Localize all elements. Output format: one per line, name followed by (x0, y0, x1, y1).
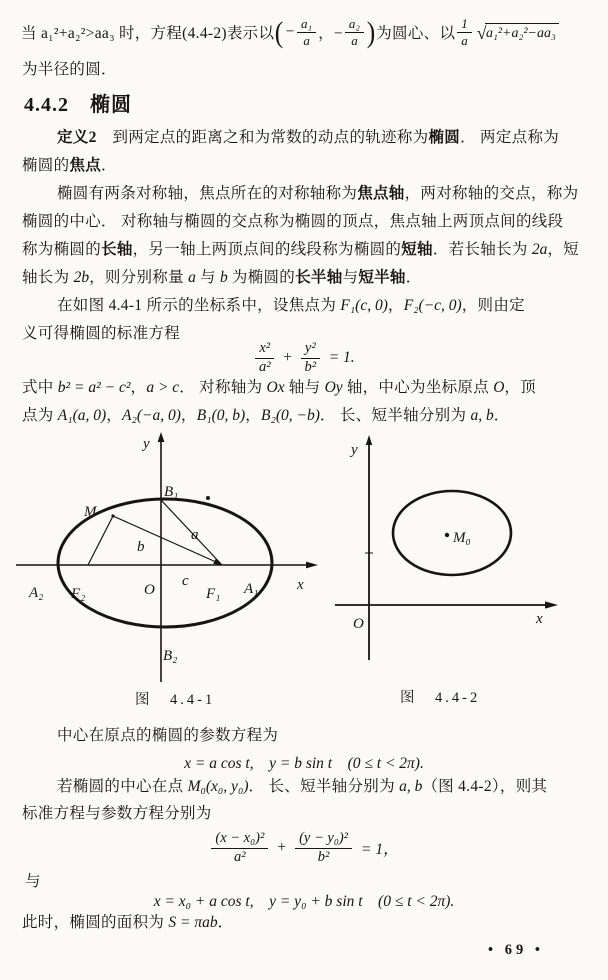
text-segment: 焦点 (69, 157, 102, 174)
foci-paragraph-line1 (57, 296, 525, 316)
fraction-yy0-b2 (295, 831, 352, 864)
text-segment: A₂(−a, 0) (122, 407, 181, 424)
fraction-denominator: b² (304, 358, 317, 375)
text-segment: 长半轴 (295, 269, 343, 286)
axes-paragraph-line1 (57, 184, 578, 204)
label-A2: A₂ (29, 585, 44, 601)
text-segment: ． (493, 407, 510, 424)
text-segment: 称为椭圆的 (22, 241, 102, 258)
text-segment: ， (245, 407, 261, 424)
label-A1: A₁ (244, 581, 259, 597)
text-segment: ， (130, 379, 147, 396)
fraction-denominator: a² (234, 848, 246, 865)
text-segment: 与 (195, 269, 220, 286)
text-segment: ． 对称轴为 (179, 379, 267, 396)
fraction-numerator: 1 (457, 17, 472, 33)
fraction-numerator: (y − y₀)² (295, 831, 352, 848)
figure2-caption: 图 4.4-2 (400, 690, 481, 706)
text-segment: 长轴 (101, 241, 133, 258)
text-segment: 与 (342, 269, 359, 286)
text-segment: 若椭圆的中心在点 (57, 778, 188, 795)
text-segment: ，顶 (504, 379, 537, 396)
fraction-denominator: a (303, 32, 310, 48)
radical-icon: √ (476, 22, 487, 43)
text-segment: 焦点轴 (357, 185, 405, 202)
big-paren-open: ( (275, 15, 284, 49)
text-segment: 短半轴 (358, 269, 406, 286)
text-segment: 式中 (22, 379, 58, 396)
text-run: 为圆心、以 (376, 25, 456, 42)
text-segment: 到两定点的距离之和为常数的动点的轨迹称为 (96, 129, 429, 146)
equation-rhs: = 1， (361, 841, 399, 858)
square-root-expression (477, 23, 559, 42)
fraction-denominator: a (461, 32, 468, 48)
text-segment: 椭圆 (428, 129, 461, 146)
text-segment: ，短 (547, 241, 579, 258)
equation-shifted-standard (0, 826, 608, 870)
shifted-center-line2 (22, 804, 212, 824)
text-segment: ，另一轴上两顶点间的线段称为椭圆的 (132, 241, 402, 258)
radicand: a₁²+a₂²−aa₃ (485, 23, 559, 42)
text-segment: 轴，中心为坐标原点 (342, 379, 494, 396)
text-segment: F₁(c, 0) (340, 297, 388, 314)
conjunction-and: 与 (25, 873, 41, 890)
text-segment: 2b (73, 269, 90, 286)
text-segment: ．若长轴长为 (432, 241, 532, 258)
fraction-numerator: x² (255, 341, 274, 358)
comma-minus: ，− (318, 25, 343, 42)
text-segment: 为椭圆的 (227, 269, 296, 286)
text-segment: b (219, 269, 228, 286)
text-segment: Ox (266, 379, 285, 396)
text-segment: a, b (399, 778, 423, 795)
fraction-denominator: a (351, 32, 358, 48)
text-segment: 轴与 (284, 379, 325, 396)
figure1-caption: 图 4.4-1 (135, 692, 216, 708)
text-segment: 义可得椭圆的标准方程 (22, 325, 181, 342)
label-M0: M₀ (453, 530, 471, 546)
text-segment: B₁(0, b) (196, 407, 246, 424)
fraction-a1-over-a (297, 17, 316, 47)
fraction-y2-b2 (301, 341, 320, 374)
x-axis-arrow-icon (306, 562, 318, 569)
plus-sign: + (283, 349, 292, 366)
fraction-a2-over-a (345, 17, 364, 47)
text-segment: ． 长、短半轴分别为 (319, 407, 471, 424)
segment-M-F1 (113, 516, 216, 562)
text-segment: A₁(a, 0) (57, 407, 107, 424)
text-segment: B₂(0, −b) (260, 407, 320, 424)
definition2-line1 (57, 128, 559, 148)
fraction-xx0-a2 (211, 831, 268, 864)
text-segment: ， (106, 407, 123, 424)
text-segment: ，则由定 (461, 297, 525, 314)
relation-paragraph-line1 (22, 378, 536, 398)
text-segment: ． (101, 157, 117, 174)
label-x-axis: x (536, 611, 543, 627)
shifted-center-line1 (57, 777, 547, 797)
plus-sign: + (277, 839, 287, 856)
text-segment: 椭圆的 (22, 157, 70, 174)
axes-paragraph-line3 (22, 240, 579, 260)
figure-ellipse-origin (10, 432, 340, 684)
text-segment: S = πab (168, 914, 218, 931)
text-segment: ，两对称轴的交点，称为 (404, 185, 579, 202)
text-segment: 椭圆的中心． 对称轴与椭圆的交点称为椭圆的顶点，焦点轴上两顶点间的线段 (22, 213, 564, 230)
y-axis-arrow-icon (158, 432, 165, 442)
section-heading: 4.4.2 椭圆 (24, 94, 132, 116)
text-segment: a > c (146, 379, 180, 396)
text-segment: 为半径的圆． (22, 61, 117, 78)
text-segment: 中心在原点的椭圆的参数方程为 (57, 727, 279, 744)
fraction-numerator: y² (301, 341, 320, 358)
text-segment: （图 4.4-2），则其 (422, 778, 548, 795)
fraction-denominator: b² (317, 848, 330, 865)
text-segment: b² = a² − c² (57, 379, 131, 396)
text-segment: 此时，椭圆的面积为 (22, 914, 169, 931)
axes-paragraph-line4 (22, 268, 422, 288)
fraction-numerator: (x − x₀)² (211, 831, 268, 848)
label-y-axis: y (351, 442, 358, 458)
equation-standard-ellipse (0, 338, 608, 378)
label-O: O (144, 582, 155, 598)
text-segment: 2a (531, 241, 548, 258)
text-segment: 点为 (22, 407, 58, 424)
text-segment: ． 两定点称为 (460, 129, 560, 146)
text-segment: a, b (470, 407, 494, 424)
fraction-numerator: a₁ (297, 17, 316, 33)
definition2-line2 (22, 156, 117, 176)
equation-rhs: = 1. (328, 349, 355, 366)
fraction-1-over-a (457, 17, 472, 47)
label-x-axis: x (297, 577, 304, 593)
equation-parametric-origin: x = a cos t, y = b sin t (0 ≤ t < 2π). (184, 755, 424, 772)
y-axis-arrow-icon (366, 435, 372, 445)
text-segment: a (188, 269, 196, 286)
text-segment: 标准方程与参数方程分别为 (22, 805, 212, 822)
text-run: 当 a₁²+a₂²>aa₃ 时，方程(4.4-2)表示以 (21, 25, 275, 42)
parametric-intro-line (57, 726, 278, 746)
paragraph-radius-circle-line1 (21, 8, 559, 56)
label-a: a (191, 527, 199, 543)
paragraph-radius-circle-line2 (22, 60, 117, 80)
text-segment: ． (217, 914, 234, 931)
label-O: O (353, 616, 364, 632)
fraction-numerator: a₂ (345, 17, 364, 33)
label-B1: B₁ (164, 484, 179, 500)
label-b: b (137, 539, 145, 555)
equation-parametric-shifted: x = x₀ + a cos t, y = y₀ + b sin t (0 ≤ t < 2π). (153, 893, 455, 910)
text-segment: 在如图 4.4-1 所示的坐标系中，设焦点为 (57, 297, 341, 314)
page-number: • 69 • (488, 942, 544, 958)
text-segment: 短轴 (401, 241, 433, 258)
label-M: M (84, 504, 97, 520)
text-segment: ， (180, 407, 197, 424)
point-M0-dot (445, 533, 449, 537)
figure-ellipse-shifted (330, 432, 600, 672)
text-segment: ． (405, 269, 422, 286)
x-axis-arrow-icon (545, 601, 558, 608)
text-segment: ，则分别称量 (89, 269, 189, 286)
axes-paragraph-line2 (22, 212, 563, 232)
text-segment: 定义2 (57, 129, 97, 146)
segment-M-F2 (88, 516, 113, 565)
text-segment: M₀(x₀, y₀) (187, 778, 249, 795)
fraction-x2-a2 (255, 341, 274, 374)
big-paren-close: ) (366, 15, 376, 49)
text-segment: 轴长为 (22, 269, 74, 286)
relation-paragraph-line2 (22, 406, 510, 426)
label-c: c (182, 573, 189, 589)
label-y-axis: y (143, 436, 150, 452)
label-F1: F₁ (206, 586, 221, 602)
text-segment: F₂(−c, 0) (403, 297, 462, 314)
text-segment: 椭圆有两条对称轴，焦点所在的对称轴称为 (57, 185, 358, 202)
text-segment: ． 长、短半轴分别为 (248, 778, 400, 795)
label-B2: B₂ (163, 648, 178, 664)
text-segment: ， (387, 297, 404, 314)
ellipse-curve (393, 491, 511, 575)
area-sentence (22, 913, 233, 933)
text-segment: Oy (324, 379, 343, 396)
fraction-denominator: a² (258, 358, 271, 375)
label-F2: F₂ (71, 586, 86, 602)
point-M-dot (111, 514, 114, 517)
minus-sign: − (284, 23, 296, 40)
text-segment: O (493, 379, 505, 396)
stray-dot (206, 496, 210, 500)
